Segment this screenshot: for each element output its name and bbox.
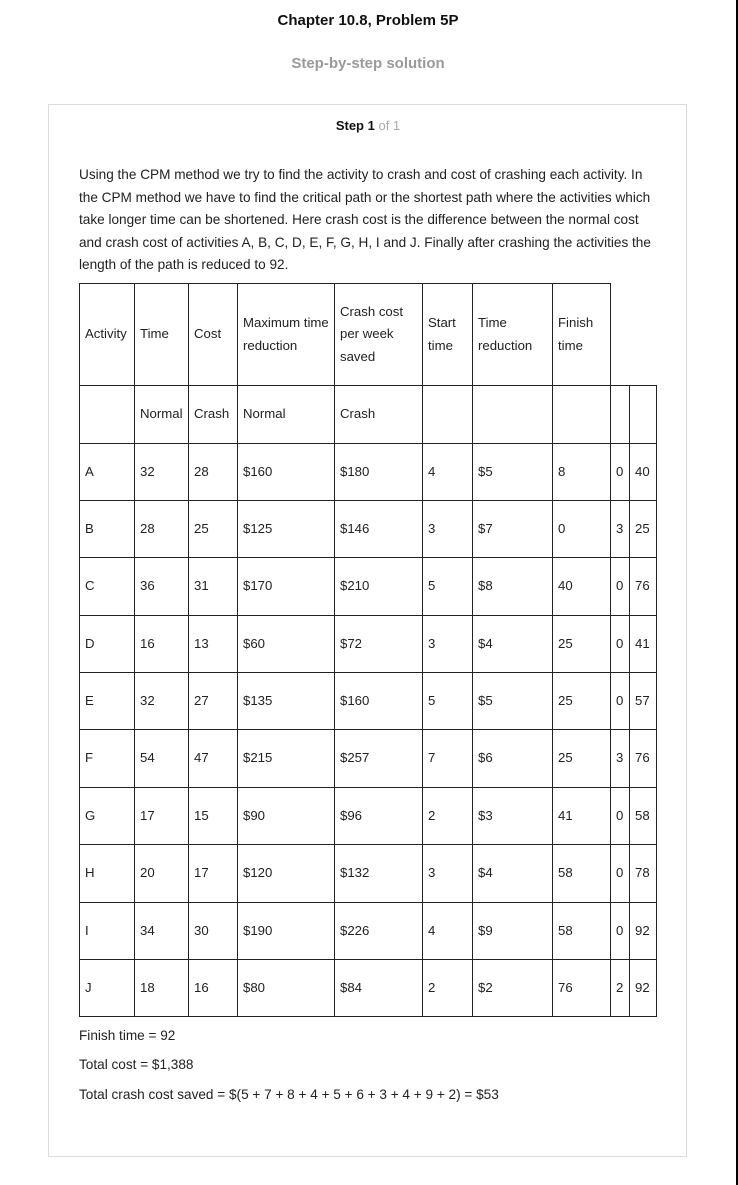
table-cell: $125 (238, 501, 335, 558)
subheader-cell: Crash (189, 386, 238, 444)
table-cell: 40 (630, 444, 657, 501)
table-cell: $2 (473, 960, 553, 1017)
table-cell: 17 (135, 788, 189, 845)
total-saved-text: Total crash cost saved = $(5 + 7 + 8 + 4 + 5 + 6 + 3 + 4 + 9 + 2) = $53 (79, 1087, 499, 1102)
table-cell: 25 (630, 501, 657, 558)
subheader-cell: Normal (238, 386, 335, 444)
table-cell: $160 (335, 673, 423, 730)
table-cell: 13 (189, 616, 238, 673)
header-cell: Finish time (553, 284, 611, 386)
table-row (80, 501, 657, 558)
table-cell: 3 (423, 616, 473, 673)
table-cell: G (80, 788, 135, 845)
table-cell: E (80, 673, 135, 730)
table-cell: 20 (135, 845, 189, 903)
table-cell: J (80, 960, 135, 1017)
table-cell: 0 (611, 788, 630, 845)
header-cell: Maximum time reduction (238, 284, 335, 386)
subheader-cell (611, 386, 630, 444)
table-cell: 4 (423, 444, 473, 501)
header-cell: Crash cost per week saved (335, 284, 423, 386)
table-row (80, 673, 657, 730)
table-cell: $60 (238, 616, 335, 673)
subheader-cell: Normal (135, 386, 189, 444)
table-cell: 3 (423, 501, 473, 558)
table-row (80, 558, 657, 616)
table-cell: $4 (473, 616, 553, 673)
table-cell: B (80, 501, 135, 558)
cpm-table (79, 283, 657, 1017)
table-cell: 0 (611, 673, 630, 730)
table-cell: 0 (611, 558, 630, 616)
table-cell: 31 (189, 558, 238, 616)
header-cell: Cost (189, 284, 238, 386)
table-cell: I (80, 903, 135, 960)
header-cell: Activity (80, 284, 135, 386)
header-row (80, 284, 657, 386)
table-row (80, 960, 657, 1017)
table-cell: $7 (473, 501, 553, 558)
subheader-cell: Crash (335, 386, 423, 444)
page-title: Chapter 10.8, Problem 5P (277, 12, 459, 29)
table-cell: $180 (335, 444, 423, 501)
table-cell: 25 (189, 501, 238, 558)
table-cell: $72 (335, 616, 423, 673)
table-cell: 58 (553, 845, 611, 903)
table-cell: 2 (423, 788, 473, 845)
table-cell: $120 (238, 845, 335, 903)
table-cell: $90 (238, 788, 335, 845)
table-cell: $4 (473, 845, 553, 903)
table-cell: $135 (238, 673, 335, 730)
table-cell: 36 (135, 558, 189, 616)
table-cell: $210 (335, 558, 423, 616)
table-cell: 18 (135, 960, 189, 1017)
table-cell: 5 (423, 673, 473, 730)
subheader-row (80, 386, 657, 444)
table-cell: $3 (473, 788, 553, 845)
table-cell: 32 (135, 673, 189, 730)
table-cell: 76 (630, 558, 657, 616)
table-cell: $170 (238, 558, 335, 616)
table-cell: A (80, 444, 135, 501)
subheader-cell (630, 386, 657, 444)
table-cell: 2 (423, 960, 473, 1017)
table-cell: H (80, 845, 135, 903)
total-cost-text: Total cost = $1,388 (79, 1057, 194, 1072)
table-cell: $9 (473, 903, 553, 960)
table-cell: $5 (473, 444, 553, 501)
table-cell: $146 (335, 501, 423, 558)
table-cell: 30 (189, 903, 238, 960)
table-row (80, 444, 657, 501)
table-cell: $215 (238, 730, 335, 788)
table-cell: 92 (630, 903, 657, 960)
table-cell: 0 (553, 501, 611, 558)
table-cell: $226 (335, 903, 423, 960)
table-cell: 8 (553, 444, 611, 501)
table-row (80, 730, 657, 788)
table-cell: $5 (473, 673, 553, 730)
table-cell: 5 (423, 558, 473, 616)
table-cell: 25 (553, 616, 611, 673)
header-cell: Time (135, 284, 189, 386)
table-cell: F (80, 730, 135, 788)
table-cell: $96 (335, 788, 423, 845)
table-cell: 0 (611, 903, 630, 960)
table-cell: 76 (553, 960, 611, 1017)
table-cell: $84 (335, 960, 423, 1017)
solution-subtitle: Step-by-step solution (291, 55, 445, 72)
table-cell: 58 (553, 903, 611, 960)
header-cell: Start time (423, 284, 473, 386)
finish-time-text: Finish time = 92 (79, 1028, 176, 1043)
table-cell: 3 (423, 845, 473, 903)
table-cell: 58 (630, 788, 657, 845)
table-cell: 0 (611, 845, 630, 903)
table-cell: $8 (473, 558, 553, 616)
table-cell: 57 (630, 673, 657, 730)
table-cell: D (80, 616, 135, 673)
table-cell: 0 (611, 616, 630, 673)
table-row (80, 616, 657, 673)
table-cell: 54 (135, 730, 189, 788)
subheader-cell (80, 386, 135, 444)
table-row (80, 788, 657, 845)
table-cell: 16 (189, 960, 238, 1017)
table-cell: 25 (553, 673, 611, 730)
table-cell: 32 (135, 444, 189, 501)
table-cell: 28 (135, 501, 189, 558)
step-label: Step 1 (335, 118, 375, 133)
table-cell: 92 (630, 960, 657, 1017)
header-cell: Time reduction (473, 284, 553, 386)
solution-paragraph: Using the CPM method we try to find the activity to crash and cost of crashing each activity. In the CPM method we have to find the critical path or the shortest path where the activities which take longer time can be shortened. Here crash cost is the difference between the normal cost and crash cost of activities A, B, C, D, E, F, G, H, I and J. Finally after crashing the activities the length of the path is reduced to 92. (79, 167, 651, 272)
table-row (80, 845, 657, 903)
table-cell: 3 (611, 730, 630, 788)
table-cell: 78 (630, 845, 657, 903)
step-total: of 1 (378, 118, 401, 133)
table-cell: 16 (135, 616, 189, 673)
table-cell: 28 (189, 444, 238, 501)
table-cell: C (80, 558, 135, 616)
table-cell: 2 (611, 960, 630, 1017)
table-cell: 27 (189, 673, 238, 730)
subheader-cell (553, 386, 611, 444)
table-cell: $190 (238, 903, 335, 960)
table-cell: 17 (189, 845, 238, 903)
table-row (80, 903, 657, 960)
table-cell: $160 (238, 444, 335, 501)
table-cell: 41 (630, 616, 657, 673)
table-cell: 34 (135, 903, 189, 960)
table-cell: $257 (335, 730, 423, 788)
table-cell: 40 (553, 558, 611, 616)
table-cell: 7 (423, 730, 473, 788)
subheader-cell (473, 386, 553, 444)
table-cell: 41 (553, 788, 611, 845)
table-cell: 3 (611, 501, 630, 558)
table-cell: 25 (553, 730, 611, 788)
table-cell: $6 (473, 730, 553, 788)
table-cell: $132 (335, 845, 423, 903)
table-cell: 76 (630, 730, 657, 788)
step-indicator (0, 118, 736, 133)
table-cell: 47 (189, 730, 238, 788)
table-cell: 15 (189, 788, 238, 845)
table-cell: 0 (611, 444, 630, 501)
table-cell: 4 (423, 903, 473, 960)
table-cell: $80 (238, 960, 335, 1017)
subheader-cell (423, 386, 473, 444)
